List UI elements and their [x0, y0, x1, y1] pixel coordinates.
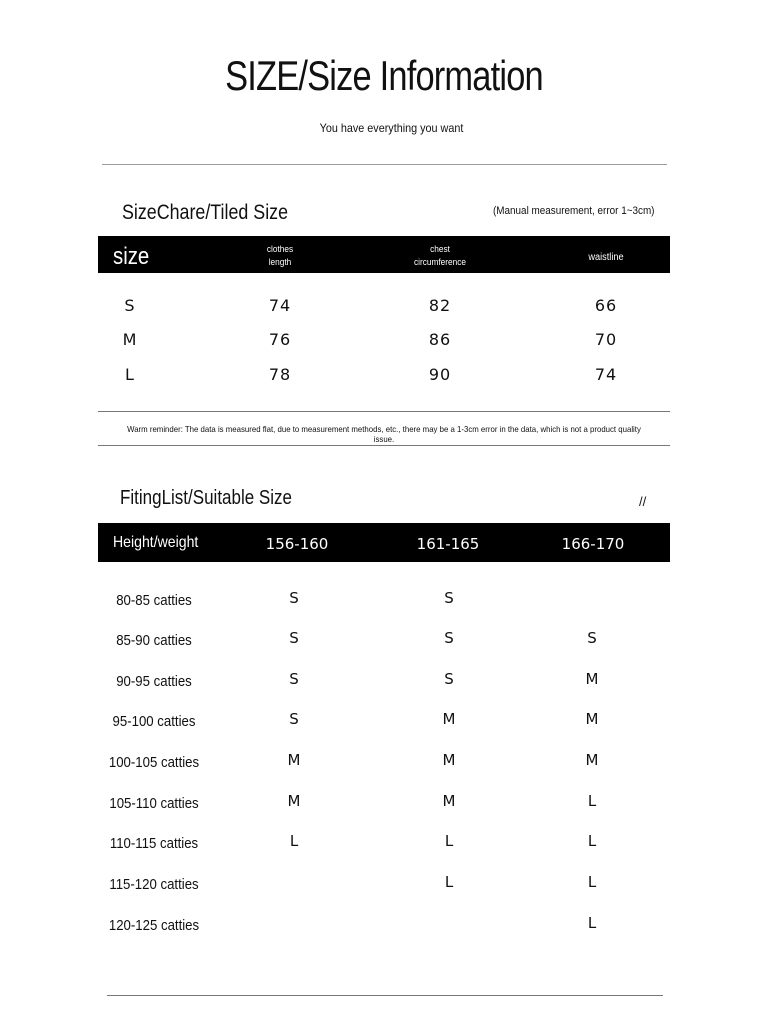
fit-size-cell: L — [444, 873, 454, 891]
header-height: 156-160 — [265, 535, 329, 553]
row-size: M — [122, 330, 138, 349]
fit-size-cell: L — [587, 873, 597, 891]
header-height: 161-165 — [416, 535, 480, 553]
row-waist: 66 — [594, 296, 618, 315]
header-height-weight: Height/weight — [113, 534, 199, 551]
fit-size-cell: M — [442, 710, 456, 728]
fit-size-cell: M — [287, 792, 301, 810]
fit-size-cell: S — [444, 589, 454, 607]
fitting-mark: // — [639, 494, 647, 509]
fit-size-cell: L — [587, 792, 597, 810]
row-size: S — [124, 296, 136, 315]
fit-size-cell: L — [289, 832, 299, 850]
header-size: size — [113, 243, 150, 270]
weight-label: 120-125 catties — [108, 917, 200, 934]
row-length: 76 — [268, 330, 292, 349]
fit-size-cell: L — [587, 832, 597, 850]
row-waist: 74 — [594, 365, 618, 384]
measurement-note: (Manual measurement, error 1~3cm) — [493, 205, 655, 217]
row-length: 74 — [268, 296, 292, 315]
size-chart-title: SizeChare/Tiled Size — [122, 201, 289, 224]
size-chart-header — [98, 236, 670, 273]
fitting-title: FitingList/Suitable Size — [120, 487, 292, 509]
header-chest-line2: circumference — [413, 257, 467, 267]
weight-label: 90-95 catties — [116, 673, 192, 690]
header-clothes-length-line2: length — [268, 257, 292, 267]
header-clothes-length — [250, 243, 310, 269]
page-title: SIZE/Size Information — [225, 52, 543, 99]
fit-size-cell: S — [444, 629, 454, 647]
row-chest: 86 — [428, 330, 452, 349]
row-chest: 82 — [428, 296, 452, 315]
fit-size-cell: S — [587, 629, 597, 647]
divider — [102, 164, 667, 165]
weight-label: 110-115 catties — [109, 835, 199, 852]
fit-size-cell: L — [587, 914, 597, 932]
divider — [98, 411, 670, 412]
header-clothes-length-line1: clothes — [266, 244, 294, 254]
fit-size-cell: M — [287, 751, 301, 769]
row-chest: 90 — [428, 365, 452, 384]
divider — [107, 995, 663, 996]
fitting-header — [98, 523, 670, 562]
header-waistline: waistline — [588, 252, 624, 263]
fit-size-cell: S — [289, 589, 299, 607]
row-length: 78 — [268, 365, 292, 384]
weight-label: 80-85 catties — [116, 592, 192, 609]
weight-label: 105-110 catties — [109, 795, 199, 812]
fit-size-cell: M — [442, 792, 456, 810]
weight-label: 100-105 catties — [108, 754, 200, 771]
fit-size-cell: M — [442, 751, 456, 769]
fit-size-cell: S — [289, 710, 299, 728]
fit-size-cell: S — [289, 670, 299, 688]
page-subtitle: You have everything you want — [319, 121, 464, 135]
fit-size-cell: M — [585, 670, 599, 688]
warm-reminder: Warm reminder: The data is measured flat, due to measurement methods, etc., there may be a 1-3cm error in the data, which is not a product quality issue. — [127, 424, 641, 444]
weight-label: 95-100 catties — [112, 713, 196, 730]
row-waist: 70 — [594, 330, 618, 349]
header-chest — [400, 243, 480, 269]
row-size: L — [125, 365, 135, 384]
fit-size-cell: L — [444, 832, 454, 850]
fit-size-cell: S — [444, 670, 454, 688]
weight-label: 115-120 catties — [109, 876, 199, 893]
fit-size-cell: M — [585, 710, 599, 728]
header-height: 166-170 — [561, 535, 625, 553]
header-chest-line1: chest — [430, 244, 450, 254]
fit-size-cell: M — [585, 751, 599, 769]
divider — [98, 445, 670, 446]
fit-size-cell: S — [289, 629, 299, 647]
weight-label: 85-90 catties — [116, 632, 192, 649]
